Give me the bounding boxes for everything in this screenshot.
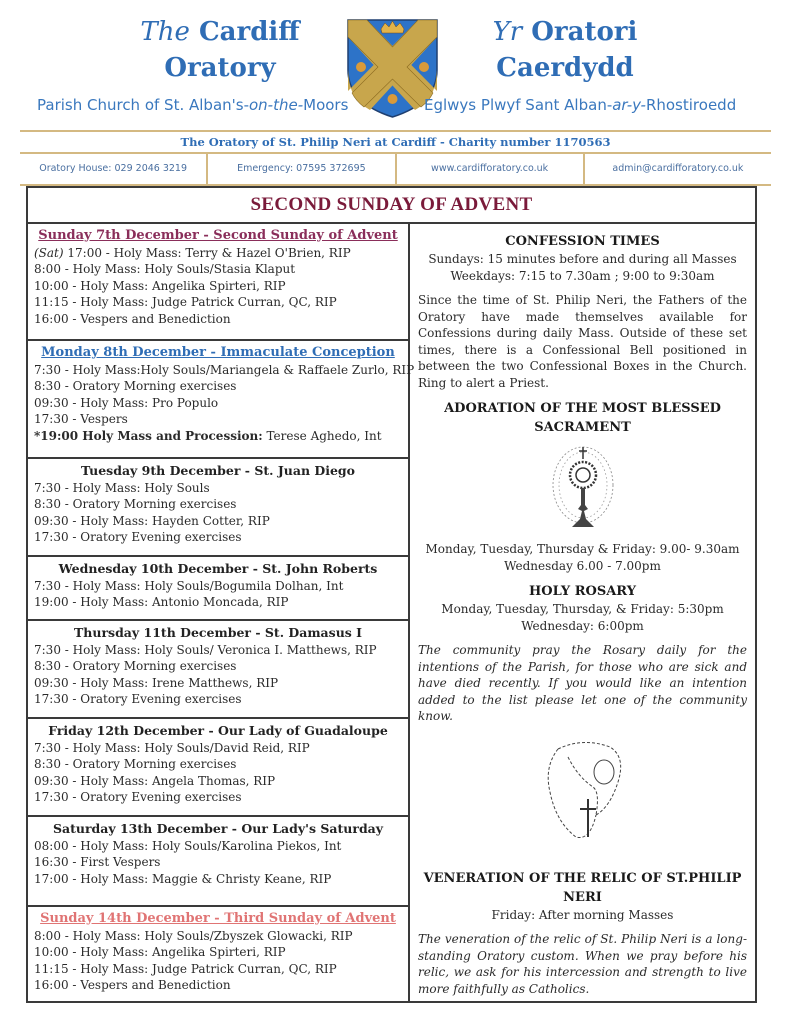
schedule-entry [34, 838, 402, 854]
title-welsh-yr: Yr [492, 17, 523, 47]
relic-section [418, 869, 747, 998]
schedule-entry [34, 362, 415, 378]
subtitle-english-part2: on-the- [249, 96, 304, 114]
day-title: Tuesday 9th December - St. Juan Diego [80, 463, 356, 478]
entry-text: 17:30 - Oratory Evening exercises [34, 692, 242, 707]
schedule-entry [34, 961, 402, 977]
title-english [120, 14, 320, 86]
entry-text: 17:30 - Oratory Evening exercises [34, 530, 242, 545]
day-block [28, 341, 415, 459]
subtitle-english-part3: Moors [303, 96, 349, 114]
entry-text: 17:30 - Oratory Evening exercises [34, 790, 242, 805]
entry-prefix: (Sat) [34, 246, 64, 260]
entry-text: 17:00 - Holy Mass: Maggie & Christy Keane, RIP [34, 871, 332, 886]
day-title: Sunday 7th December - Second Sunday of Advent [38, 228, 398, 243]
schedule-entry [34, 513, 402, 529]
rosary-icon [538, 737, 628, 847]
day-block [28, 817, 408, 907]
adoration-section [418, 399, 747, 574]
day-block [28, 224, 408, 341]
mass-schedule [28, 224, 415, 1001]
contact-phone[interactable]: Oratory House: 029 2046 3219 [20, 154, 208, 184]
subtitle-welsh-part3: Rhostiroedd [645, 96, 737, 114]
contact-website[interactable]: www.cardifforatory.co.uk [397, 154, 585, 184]
adoration-weekdays: Monday, Tuesday, Thursday & Friday: 9.00- 9.30am [425, 542, 740, 556]
entry-text: 16:00 - Vespers and Benediction [34, 978, 231, 993]
confession-weekdays: Weekdays: 7:15 to 7.30am ; 9:00 to 9:30am [450, 268, 715, 283]
subtitle-welsh-part1: Eglwys Plwyf Sant Alban- [424, 96, 613, 114]
title-english-cardiff: Cardiff [198, 17, 300, 47]
schedule-entry [34, 740, 402, 756]
title-english-oratory: Oratory [164, 53, 276, 83]
schedule-entry [34, 691, 402, 707]
relic-description: The veneration of the relic of St. Philip Neri is a long-standing Oratory custom. When we pray before his relic, we ask for his intercession and strength to live more faithfully as Catholics. [418, 932, 747, 996]
schedule-entry [34, 261, 402, 277]
rosary-weekdays: Monday, Tuesday, Thursday, & Friday: 5:30pm [441, 602, 724, 616]
schedule-entry [34, 378, 402, 394]
contact-emergency[interactable]: Emergency: 07595 372695 [208, 154, 396, 184]
day-block [28, 459, 408, 557]
rosary-description: The community pray the Rosary daily for the intentions of the Parish, for those who are sick and have died recently. If you would like an intention added to the list please let one of the community know. [418, 643, 747, 723]
charity-bar: The Oratory of St. Philip Neri at Cardiff - Charity number 1170563 [20, 130, 771, 154]
entry-text: 17:30 - Vespers [34, 412, 128, 427]
day-block [28, 621, 408, 719]
schedule-entry [34, 642, 402, 658]
day-title: Monday 8th December - Immaculate Conception [41, 345, 395, 360]
monstrance-icon [548, 445, 618, 533]
subtitle-english [37, 96, 348, 114]
title-welsh [465, 14, 665, 86]
schedule-entry [34, 428, 402, 444]
contact-email[interactable]: admin@cardifforatory.co.uk [612, 163, 744, 174]
entry-text: 16:00 - Vespers and Benediction [34, 311, 231, 326]
entry-text: 09:30 - Holy Mass: Irene Matthews, RIP [34, 675, 279, 690]
schedule-entry [34, 854, 402, 870]
day-title: Saturday 13th December - Our Lady's Saturday [52, 821, 384, 836]
day-block [28, 719, 408, 817]
schedule-entry [34, 871, 402, 887]
day-block [28, 907, 408, 1001]
schedule-entry [34, 529, 402, 545]
schedule-entry [34, 789, 402, 805]
rosary-wednesday: Wednesday: 6:00pm [521, 618, 644, 633]
day-title: Sunday 14th December - Third Sunday of Advent [40, 911, 396, 926]
rosary-section [418, 582, 747, 847]
subtitle-welsh [424, 96, 736, 114]
rosary-title: HOLY ROSARY [528, 584, 636, 599]
schedule-entry [34, 578, 402, 594]
relic-schedule: Friday: After morning Masses [491, 907, 674, 922]
entry-text: 17:00 - Holy Mass: Terry & Hazel O'Brien, RIP [63, 246, 351, 260]
schedule-entry [34, 496, 402, 512]
schedule-entry [34, 311, 402, 327]
adoration-wednesday: Wednesday 6.00 - 7.00pm [504, 558, 661, 573]
schedule-entry [34, 658, 402, 674]
newsletter-box [26, 186, 757, 1003]
page-header [0, 0, 791, 128]
day-title: Wednesday 10th December - St. John Roberts [58, 561, 378, 576]
entry-text: 19:00 - Holy Mass: Antonio Moncada, RIP [34, 595, 289, 610]
entry-text: 09:30 - Holy Mass: Pro Populo [34, 395, 219, 410]
entry-text: 11:15 - Holy Mass: Judge Patrick Curran, QC, RIP [34, 961, 337, 976]
entry-text: 8:00 - Holy Mass: Holy Souls/Stasia Klaput [34, 262, 296, 277]
entry-text: 10:00 - Holy Mass: Angelika Spirteri, RIP [34, 278, 286, 293]
contact-bar [20, 154, 771, 186]
confession-section [418, 232, 747, 391]
relic-title: VENERATION OF THE RELIC OF ST.PHILIP NERI [423, 870, 742, 905]
confession-sundays: Sundays: 15 minutes before and during all Masses [428, 252, 737, 266]
entry-text: 7:30 - Holy Mass: Holy Souls/ Veronica I. Matthews, RIP [34, 643, 377, 657]
schedule-entry [34, 944, 402, 960]
schedule-entry [34, 411, 402, 427]
entry-text: 7:30 - Holy Mass: Holy Souls [34, 481, 210, 495]
info-column [410, 224, 755, 1001]
subtitle-welsh-part2: ar-y- [612, 96, 646, 114]
entry-text: 09:30 - Holy Mass: Angela Thomas, RIP [34, 773, 276, 788]
schedule-entry [34, 675, 402, 691]
schedule-entry [34, 773, 402, 789]
confession-title: CONFESSION TIMES [505, 234, 660, 249]
entry-text: 7:30 - Holy Mass:Holy Souls/Mariangela & Raffaele Zurlo, RIP [34, 363, 415, 377]
schedule-entry [34, 480, 402, 496]
day-title: Thursday 11th December - St. Damasus I [73, 625, 363, 640]
schedule-entry [34, 294, 402, 310]
schedule-entry [34, 395, 402, 411]
adoration-title: ADORATION OF THE MOST BLESSED SACRAMENT [444, 401, 721, 435]
entry-text: 8:00 - Holy Mass: Holy Souls/Zbyszek Glowacki, RIP [34, 929, 353, 943]
title-welsh-caerdydd: Caerdydd [496, 53, 634, 83]
schedule-entry [34, 278, 402, 294]
entry-highlight: *19:00 Holy Mass and Procession: [34, 428, 263, 443]
entry-text: 16:30 - First Vespers [34, 855, 161, 870]
entry-text: Terese Aghedo, Int [262, 428, 382, 443]
day-block [28, 557, 408, 621]
schedule-entry [34, 594, 402, 610]
confession-description: Since the time of St. Philip Neri, the Fathers of the Oratory have made themselves available for Confessions during daily Mass. Outside of these set times, there is a Confessional Bell positioned in between the two Confessional Boxes in the Church. Ring to alert a Priest. [418, 293, 747, 390]
entry-text: 8:30 - Oratory Morning exercises [34, 379, 237, 394]
schedule-entry [34, 245, 402, 261]
entry-text: 09:30 - Holy Mass: Hayden Cotter, RIP [34, 513, 270, 528]
entry-text: 7:30 - Holy Mass: Holy Souls/David Reid, RIP [34, 741, 310, 755]
subtitle-english-part1: Parish Church of St. Alban's- [37, 96, 249, 114]
title-english-the: The [140, 17, 190, 47]
schedule-entry [34, 977, 402, 993]
entry-text: 8:30 - Oratory Morning exercises [34, 659, 237, 674]
entry-text: 11:15 - Holy Mass: Judge Patrick Curran, QC, RIP [34, 295, 337, 310]
schedule-entry [34, 756, 402, 772]
entry-text: 7:30 - Holy Mass: Holy Souls/Bogumila Dolhan, Int [34, 579, 344, 593]
entry-text: 08:00 - Holy Mass: Holy Souls/Karolina Piekos, Int [34, 839, 342, 853]
entry-text: 8:30 - Oratory Morning exercises [34, 757, 237, 772]
day-title: Friday 12th December - Our Lady of Guadaloupe [48, 723, 388, 738]
entry-text: 8:30 - Oratory Morning exercises [34, 497, 237, 512]
page-title: SECOND SUNDAY OF ADVENT [28, 188, 755, 224]
title-welsh-oratori: Oratori [531, 17, 638, 47]
schedule-entry [34, 928, 402, 944]
entry-text: 10:00 - Holy Mass: Angelika Spirteri, RIP [34, 945, 286, 960]
